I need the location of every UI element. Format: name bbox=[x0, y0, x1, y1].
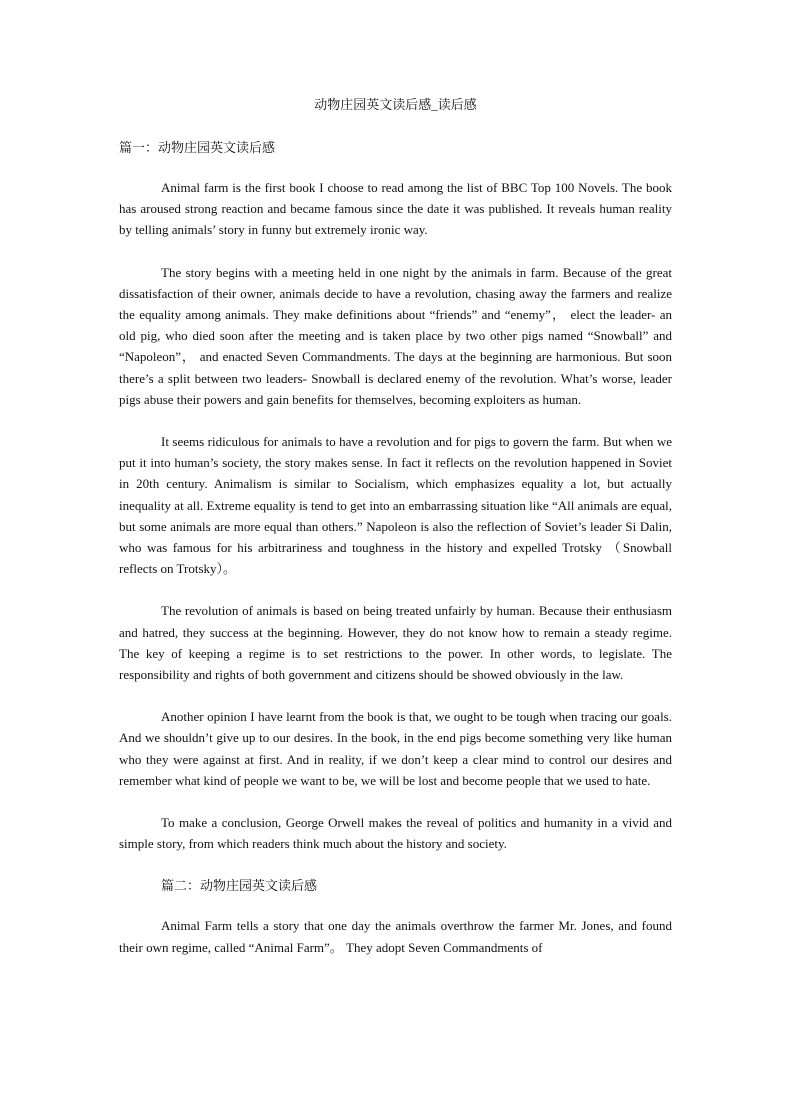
section-1-paragraph-2: The story begins with a meeting held in one night by the animals in farm. Because of the great dissatisfaction of their owner, animals decide to have a revolution, chasing away the farmers and realize the equality among animals. They make definitions about “friends” and “enemy”， elect the leader- an old pig, who died soon after the meeting and is taken place by two other pigs named “Snowball” and “Napoleon”， and enacted Seven Commandments. The days at the beginning are harmonious. But soon there’s a split between two leaders- Snowball is declared enemy of the revolution. What’s worse, leader pigs abuse their powers and gain benefits for themselves, becoming exploiters as human. bbox=[119, 264, 672, 407]
section-1-paragraph-6: To make a conclusion, George Orwell makes the reveal of politics and humanity in a vivid and simple story, from which readers think much about the history and society. bbox=[119, 815, 672, 852]
document-title: 动物庄园英文读后感_读后感 bbox=[314, 97, 477, 112]
section-1-heading: 篇一：动物庄园英文读后感 bbox=[119, 140, 276, 155]
section-2-heading: 篇二：动物庄园英文读后感 bbox=[161, 878, 318, 894]
section-1-paragraph-3: It seems ridiculous for animals to have a revolution and for pigs to govern the farm. But when we put it into human’s society, the story makes sense. In fact it reflects on the revolution happened in Soviet in 20th century. Animalism is similar to Socialism, which emphasizes equality a lot, but actually inequality at all. Extreme equality is tend to get into an embarrassing situation like “All animals are equal, but some animals are more equal than others.” Napoleon is also the reflection of Soviet’s leader Si Dalin, who was famous for his arbitrariness and toughness in the history and expelled Trotsky （Snowball reflects on Trotsky）。 bbox=[119, 434, 672, 577]
section-1-paragraph-1: Animal farm is the first book I choose to read among the list of BBC Top 100 Novels. The book has aroused strong reaction and became famous since the date it was published. It reveals human reality by telling animals’ story in funny but extremely ironic way. bbox=[119, 180, 672, 238]
document-page bbox=[119, 94, 672, 958]
section-2-paragraph-1: Animal Farm tells a story that one day the animals overthrow the farmer Mr. Jones, and found their own regime, called “Animal Farm”。 They adopt Seven Commandments of bbox=[119, 918, 672, 955]
section-1-paragraph-5: Another opinion I have learnt from the book is that, we ought to be tough when tracing our goals. And we shouldn’t give up to our desires. In the book, in the end pigs become something very like human who they were against at first. And in reality, if we don’t keep a clear mind to control our desires and remember what kind of people we want to be, we will be lost and become people that we used to hate. bbox=[119, 709, 672, 788]
section-1-paragraph-4: The revolution of animals is based on being treated unfairly by human. Because their enthusiasm and hatred, they success at the beginning. However, they do not know how to remain a steady regime. The key of keeping a regime is to set restrictions to the power. In other words, to legislate. The responsibility and rights of both government and citizens should be showed obviously in the law. bbox=[119, 603, 672, 683]
